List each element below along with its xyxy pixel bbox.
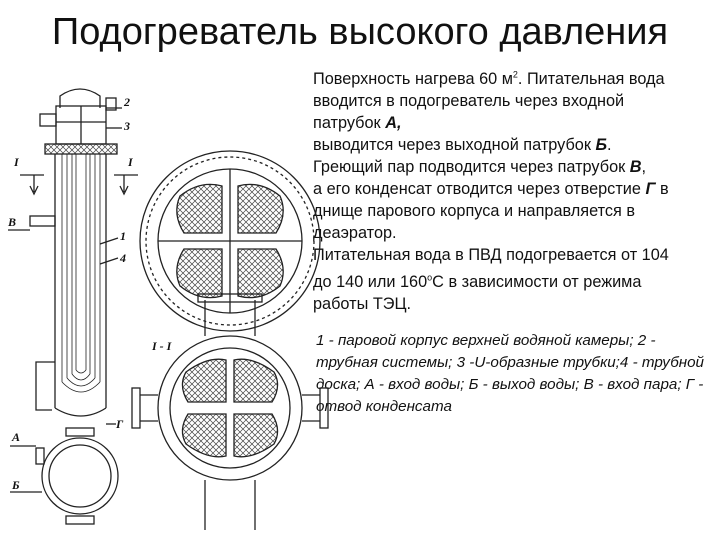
desc-line-3: патрубок А, — [313, 114, 402, 133]
desc-line-9: Питательная вода в ПВД подогревается от 104 — [313, 246, 669, 265]
label-1: 1 — [120, 229, 126, 243]
legend-text: 1 - паровой корпус верхней водяной камеры; 2 - трубная системы; 3 -U-образные трубки;4 - трубной доска; А - вход воды; Б - выход воды; В - вход пара; Г - отвод конденсата — [316, 332, 704, 415]
desc-line-7: днище парового корпуса и направляется в — [313, 202, 636, 221]
label-g: Г — [116, 417, 124, 431]
label-b: Б — [12, 478, 20, 492]
desc-line-8: деаэратор. — [313, 224, 397, 243]
label-2: 2 — [124, 95, 130, 109]
label-a: А — [12, 430, 21, 444]
desc-line-5: Греющий пар подводится через патрубок В, — [313, 158, 647, 177]
heater-vertical-view — [8, 89, 138, 424]
heater-bottom-section — [10, 428, 118, 524]
label-section-left: I — [14, 155, 19, 169]
desc-line-1: Поверхность нагрева 60 $м^2$. Питательная вода — [313, 70, 665, 89]
label-section-right: I — [128, 155, 133, 169]
desc-line-2: вводится в подогреватель через входной — [313, 92, 625, 111]
tube-sheet-top-view — [140, 151, 320, 331]
desc-line-6: а его конденсат отводится через отверстие Г в — [313, 180, 669, 199]
desc-line-10: до 140 или $160^оС$ в зависимости от режима — [313, 272, 642, 291]
label-section: I - I — [152, 339, 172, 353]
desc-line-4: выводится через выходной патрубок Б. — [313, 136, 612, 155]
section-view — [132, 294, 328, 530]
label-4: 4 — [120, 251, 126, 265]
label-3: 3 — [124, 119, 130, 133]
label-v: В — [8, 215, 17, 229]
desc-line-11: работы ТЭЦ. — [313, 294, 412, 313]
page-title: Подогреватель высокого давления — [51, 11, 669, 53]
